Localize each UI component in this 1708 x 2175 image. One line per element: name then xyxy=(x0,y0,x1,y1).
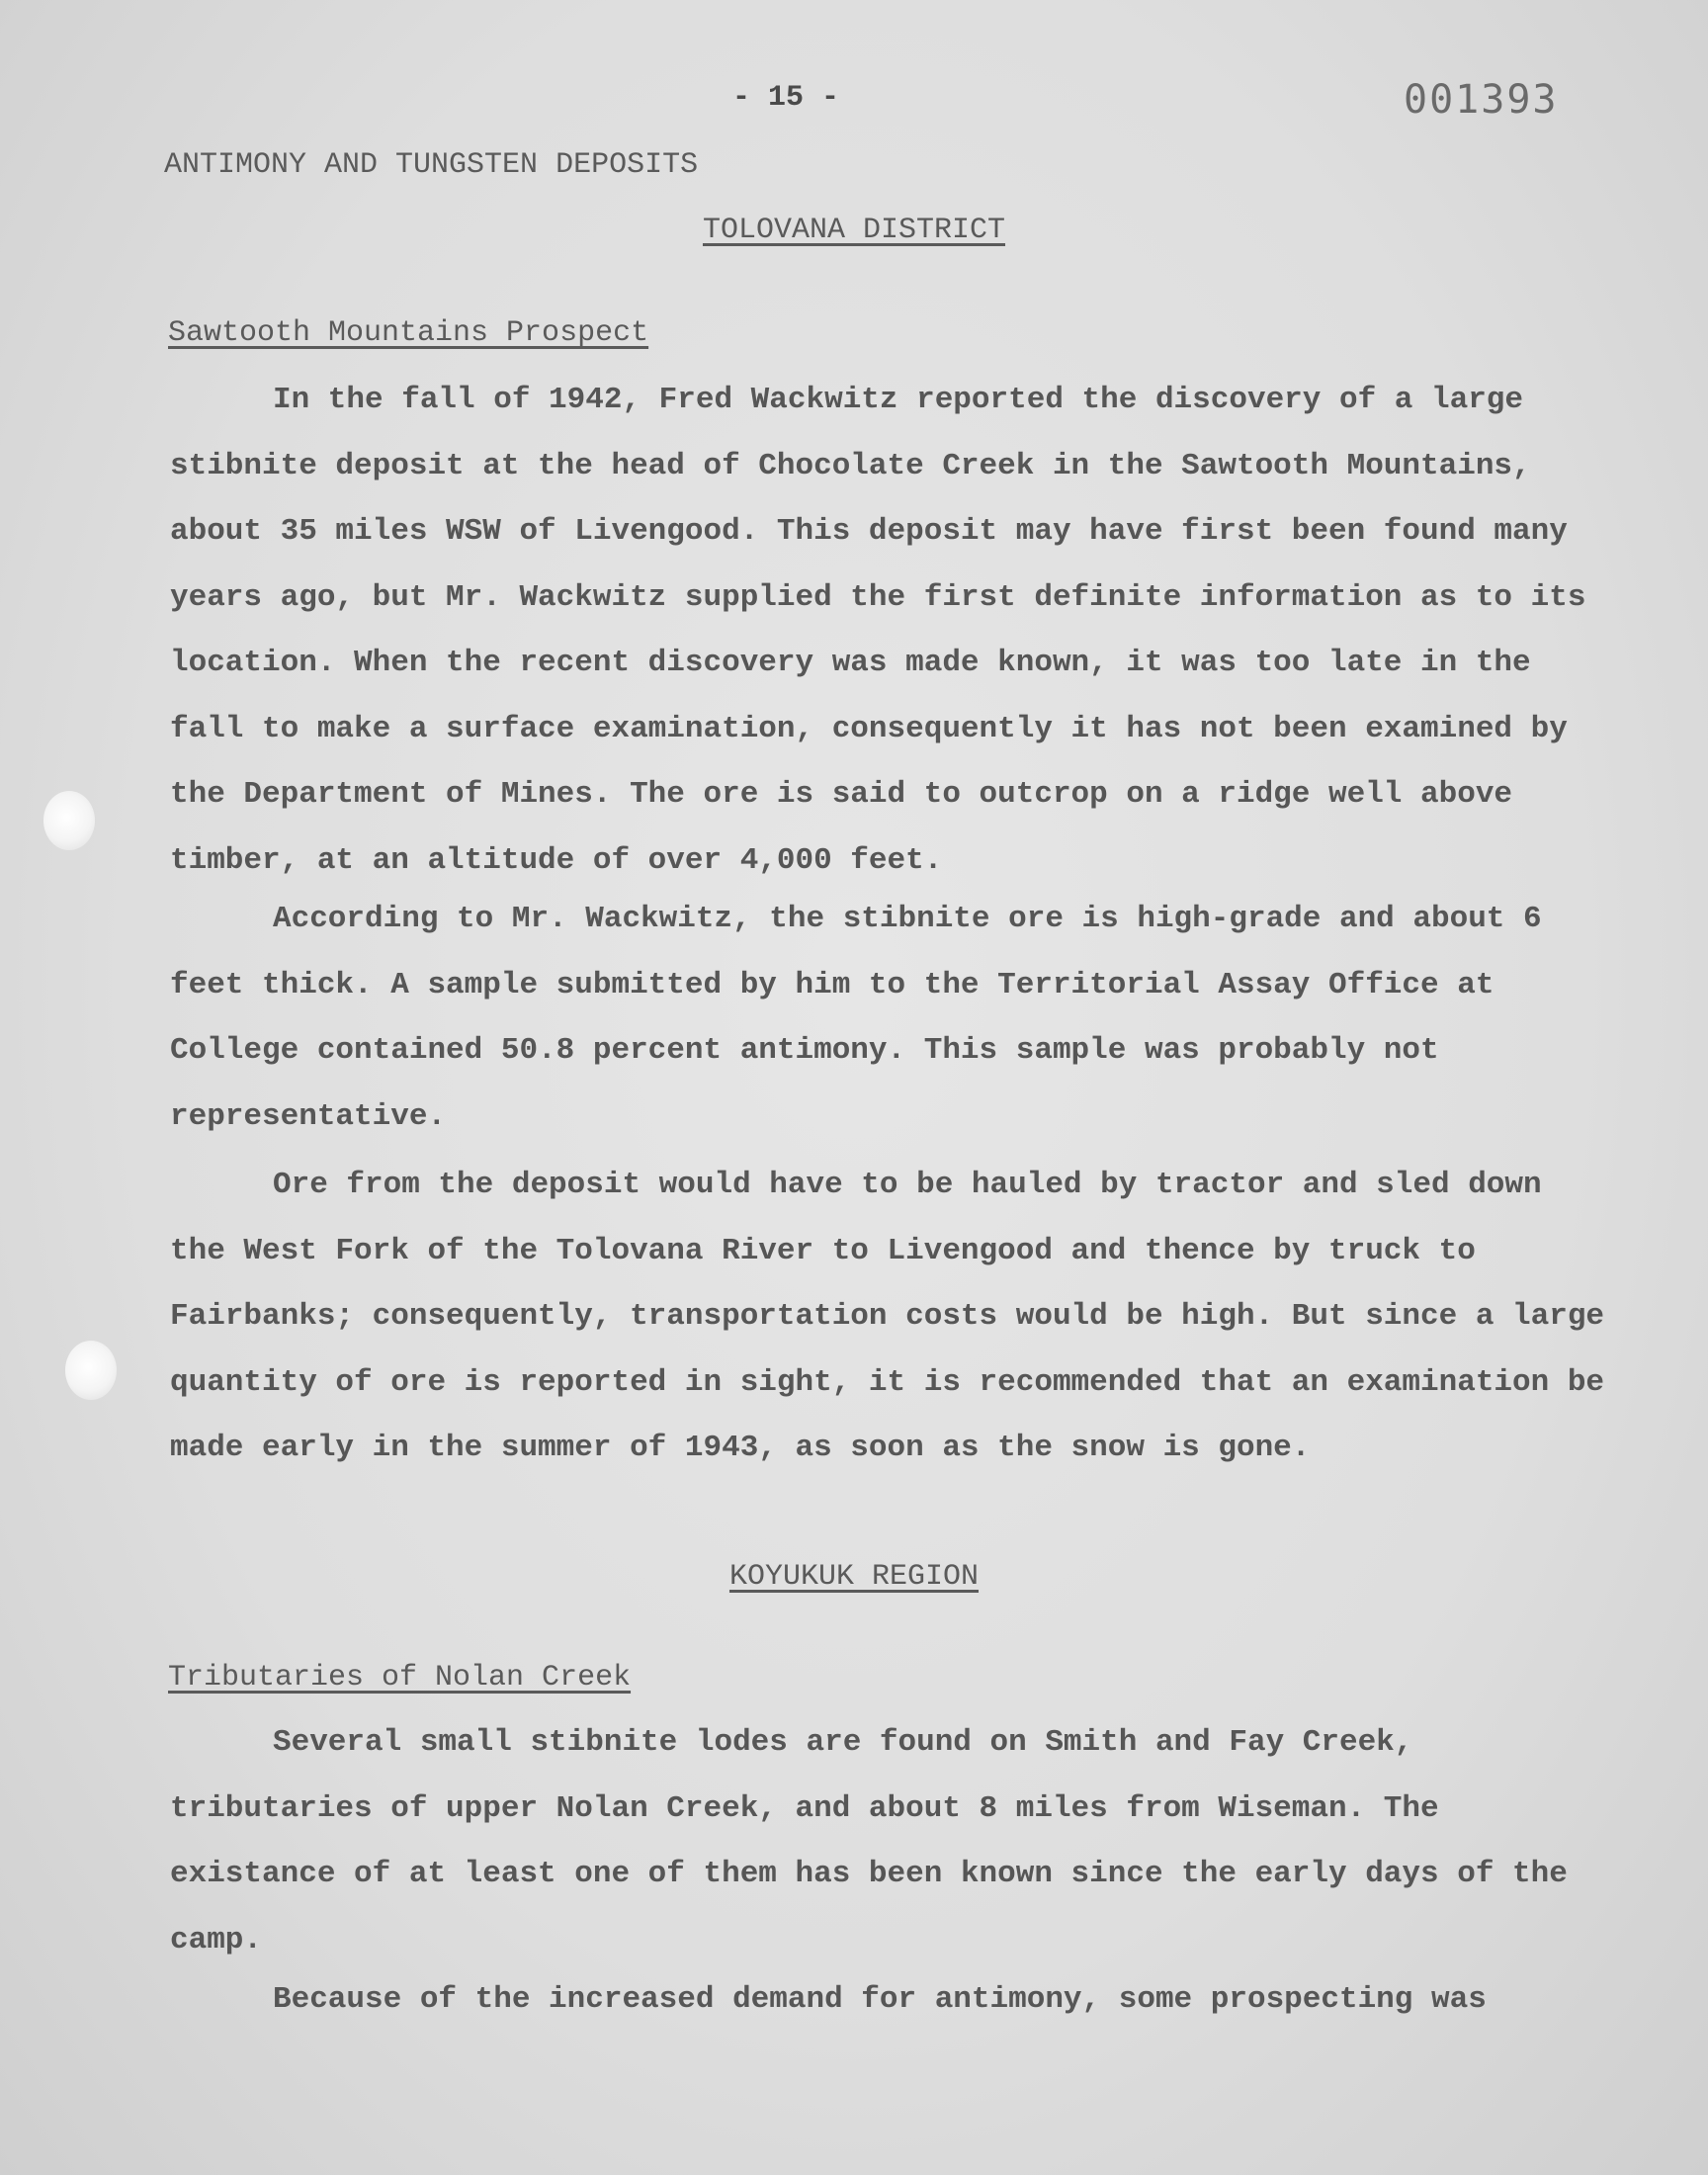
page-number: - 15 - xyxy=(731,81,840,115)
paragraph-4: Several small stibnite lodes are found on Smith and Fay Creek, tributaries of upper Nolan Creek, and about 8 miles from Wiseman. The existance of at least one of them has been known since the early days of the camp. xyxy=(170,1725,1568,1958)
district-heading-koyukuk: KOYUKUK REGION xyxy=(728,1560,980,1594)
paragraph-1: In the fall of 1942, Fred Wackwitz reported the discovery of a large stibnite deposit at the head of Chocolate Creek in the Sawtooth Mountains, about 35 miles WSW of Livengood. This deposit may have first been found many years ago, but Mr. Wackwitz supplied the first definite information as to its location. When the recent discovery was made known, it was too late in the fall to make a surface examination, consequently it has not been examined by the Department of Mines. The ore is said to outcrop on a ridge well above timber, at an altitude of over 4,000 feet. xyxy=(170,383,1586,878)
section-title-nolan-creek: Tributaries of Nolan Creek xyxy=(168,1661,632,1695)
document-header: ANTIMONY AND TUNGSTEN DEPOSITS xyxy=(164,148,699,182)
document-stamp-number: 001393 xyxy=(1404,77,1559,123)
paragraph-5: Because of the increased demand for antimony, some prospecting was xyxy=(273,1982,1487,2017)
section-title-sawtooth: Sawtooth Mountains Prospect xyxy=(168,316,649,350)
district-heading-tolovana: TOLOVANA DISTRICT xyxy=(702,214,1006,247)
punch-hole-top xyxy=(43,791,95,850)
punch-hole-bottom xyxy=(65,1341,117,1400)
paragraph-3: Ore from the deposit would have to be hauled by tractor and sled down the West Fork of the Tolovana River to Livengood and thence by truck to Fairbanks; consequently, transportation costs would be high. But since a large quantity of ore is reported in sight, it is recommended that an examination be made early in the summer of 1943, as soon as the snow is gone. xyxy=(170,1168,1605,1465)
paragraph-2: According to Mr. Wackwitz, the stibnite ore is high-grade and about 6 feet thick. A sample submitted by him to the Territorial Assay Office at College contained 50.8 percent antimony. This sample was probably not representative. xyxy=(170,902,1542,1134)
